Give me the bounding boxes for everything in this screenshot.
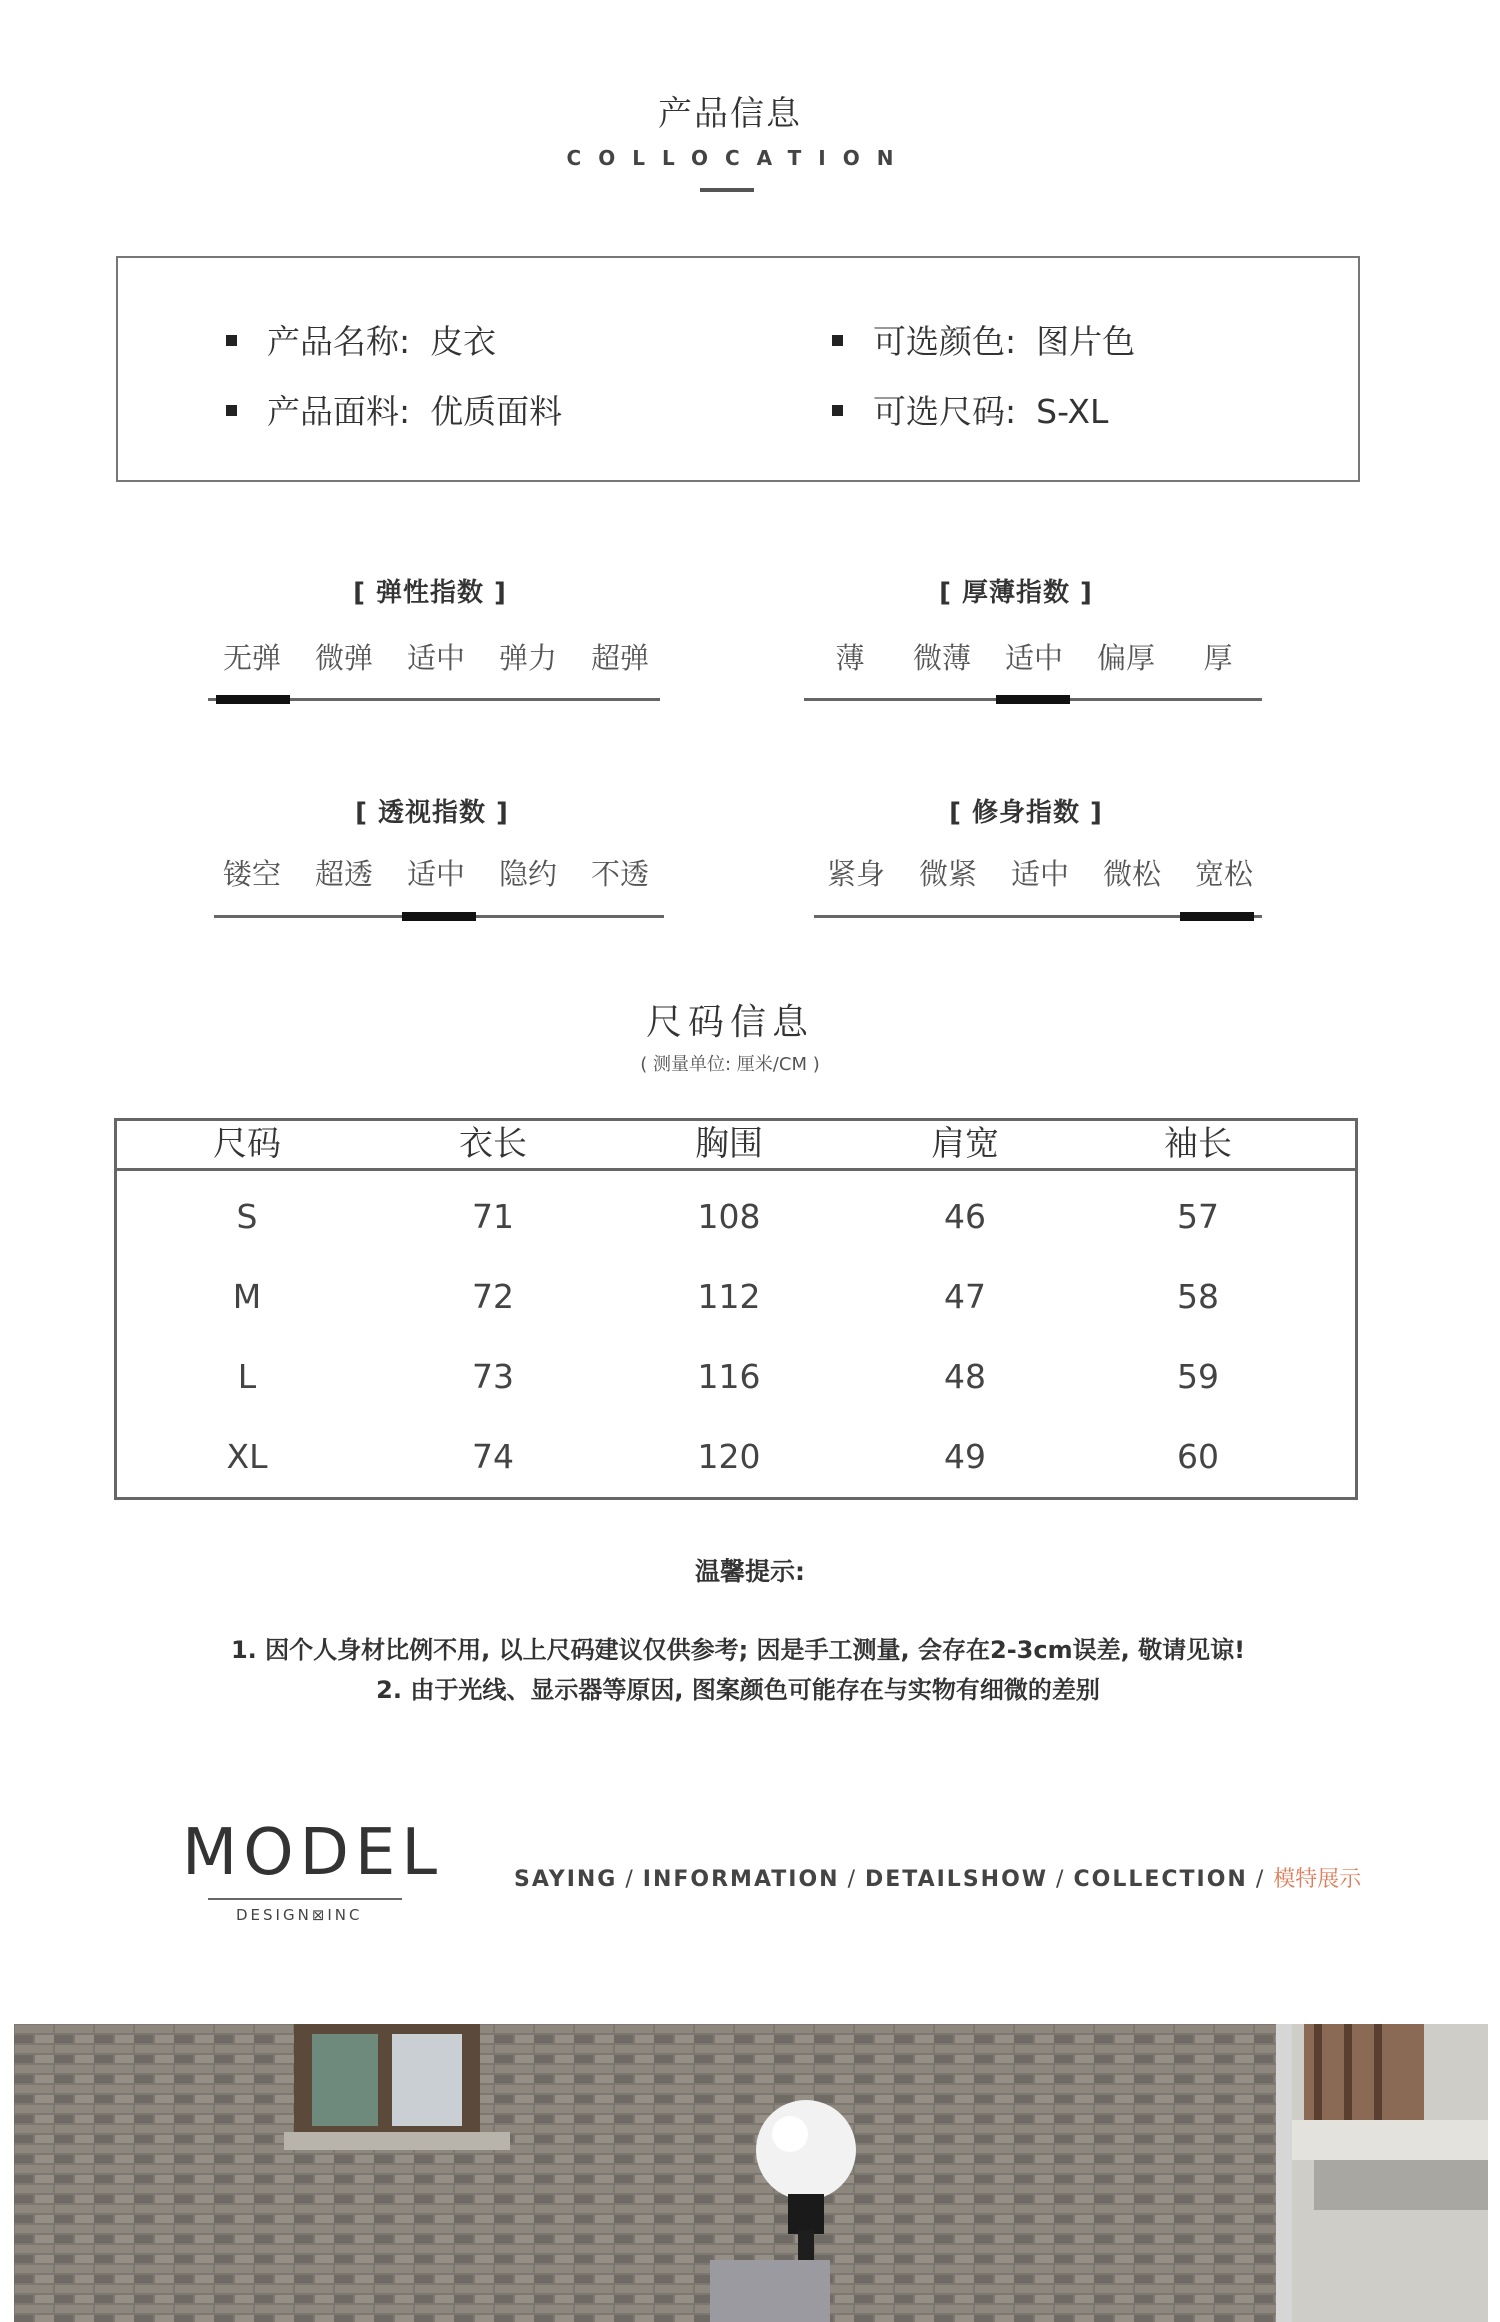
banner-nav-separator: /	[625, 1867, 635, 1892]
index-option: 不透	[590, 857, 649, 891]
table-row	[117, 1417, 1355, 1497]
index-marker	[216, 695, 290, 704]
table-header-cell: 肩宽	[931, 1124, 999, 1164]
index-option: 微紧	[918, 857, 977, 891]
table-cell: 58	[1177, 1277, 1219, 1316]
table-cell: L	[237, 1357, 257, 1396]
table-cell: 57	[1177, 1197, 1219, 1236]
size-table	[114, 1118, 1358, 1500]
info-label: 可选尺码:	[873, 392, 1017, 431]
info-value: S-XL	[1036, 392, 1109, 431]
table-cell: 59	[1177, 1357, 1219, 1396]
index-option: 无弹	[222, 641, 281, 675]
index-option: 偏厚	[1096, 641, 1155, 675]
title-divider	[700, 188, 754, 192]
bullet-icon	[226, 405, 237, 416]
info-value: 优质面料	[430, 392, 563, 431]
table-cell: 46	[944, 1197, 986, 1236]
index-options	[804, 636, 1264, 677]
product-info-box	[116, 256, 1360, 482]
info-name	[226, 316, 496, 363]
table-header-cell: 胸围	[695, 1124, 763, 1164]
table-cell: 73	[472, 1357, 514, 1396]
index-option: 适中	[1004, 641, 1063, 675]
index-option: 适中	[1010, 857, 1069, 891]
table-cell: 108	[697, 1197, 761, 1236]
banner-nav	[514, 1862, 1361, 1893]
banner-nav-item: SAYING	[514, 1867, 618, 1892]
size-title: 尺码信息	[645, 1002, 814, 1043]
tip-line: 2. 由于光线、显示器等原因, 图案颜色可能存在与实物有细微的差别	[376, 1676, 1100, 1704]
index-options	[206, 636, 666, 677]
photo-illustration	[14, 2024, 1488, 2322]
index-options	[810, 852, 1270, 893]
index-marker	[996, 695, 1070, 704]
model-logo-text: MODEL	[182, 1816, 443, 1890]
tip-line: 1. 因个人身材比例不用, 以上尺码建议仅供参考; 因是手工测量, 会存在2-3cm误差, 敬请见谅!	[230, 1636, 1246, 1664]
index-option: 宽松	[1194, 857, 1253, 891]
info-label: 可选颜色:	[873, 322, 1017, 361]
index-title: [ 弹性指数 ]	[353, 578, 507, 608]
index-option: 微薄	[912, 641, 971, 675]
banner-nav-separator: /	[1056, 1867, 1066, 1892]
table-header-cell: 衣长	[459, 1124, 527, 1164]
table-cell: 120	[697, 1437, 761, 1476]
table-row	[117, 1177, 1355, 1257]
banner-nav-accent: 模特展示	[1273, 1867, 1362, 1892]
info-label: 产品面料:	[267, 392, 411, 431]
index-option: 镂空	[222, 857, 281, 891]
model-logo-subtext: DESIGN⊠INC	[236, 1906, 363, 1924]
table-cell: 116	[697, 1357, 761, 1396]
table-cell: 47	[944, 1277, 986, 1316]
tips-title: 温馨提示:	[695, 1557, 805, 1586]
info-value: 皮衣	[430, 322, 497, 361]
table-cell: M	[232, 1277, 262, 1316]
section-subtitle: COLLOCATION	[566, 146, 911, 170]
table-cell: XL	[226, 1437, 268, 1476]
index-title: [ 透视指数 ]	[355, 798, 509, 828]
index-option: 微松	[1102, 857, 1161, 891]
banner-nav-item: COLLECTION	[1073, 1867, 1248, 1892]
info-value: 图片色	[1036, 322, 1136, 361]
table-cell: 71	[472, 1197, 514, 1236]
index-option: 超弹	[590, 641, 649, 675]
banner-nav-separator: /	[1255, 1867, 1266, 1892]
model-photo	[14, 2024, 1488, 2322]
index-option: 弹力	[498, 641, 557, 675]
table-cell: S	[236, 1197, 258, 1236]
table-header	[117, 1121, 1355, 1171]
table-cell: 48	[944, 1357, 986, 1396]
info-size	[832, 386, 1108, 433]
bullet-icon	[832, 335, 843, 346]
section-title: 产品信息	[658, 94, 802, 134]
index-option: 微弹	[314, 641, 373, 675]
table-header-cell: 袖长	[1164, 1124, 1232, 1164]
index-option: 厚	[1203, 641, 1233, 675]
model-logo-divider	[208, 1898, 402, 1900]
banner-nav-item: DETAILSHOW	[865, 1867, 1049, 1892]
info-color	[832, 316, 1135, 363]
index-option: 紧身	[826, 857, 885, 891]
bullet-icon	[832, 405, 843, 416]
index-marker	[1180, 912, 1254, 921]
index-option: 薄	[835, 641, 865, 675]
index-option: 超透	[314, 857, 373, 891]
index-option: 适中	[406, 857, 465, 891]
index-option: 隐约	[498, 857, 557, 891]
banner-nav-separator: /	[847, 1867, 857, 1892]
info-fabric	[226, 386, 562, 433]
info-label: 产品名称:	[267, 322, 411, 361]
size-unit: ( 测量单位: 厘米/CM )	[640, 1054, 820, 1075]
index-option: 适中	[406, 641, 465, 675]
index-title: [ 厚薄指数 ]	[939, 578, 1093, 608]
index-options	[206, 852, 666, 893]
table-cell: 60	[1177, 1437, 1219, 1476]
table-cell: 112	[697, 1277, 761, 1316]
bullet-icon	[226, 335, 237, 346]
index-marker	[402, 912, 476, 921]
index-title: [ 修身指数 ]	[949, 798, 1103, 828]
table-cell: 72	[472, 1277, 514, 1316]
banner-nav-item: INFORMATION	[642, 1867, 840, 1892]
table-cell: 74	[472, 1437, 514, 1476]
table-header-cell: 尺码	[213, 1124, 281, 1164]
table-row	[117, 1257, 1355, 1337]
table-row	[117, 1337, 1355, 1417]
table-cell: 49	[944, 1437, 986, 1476]
